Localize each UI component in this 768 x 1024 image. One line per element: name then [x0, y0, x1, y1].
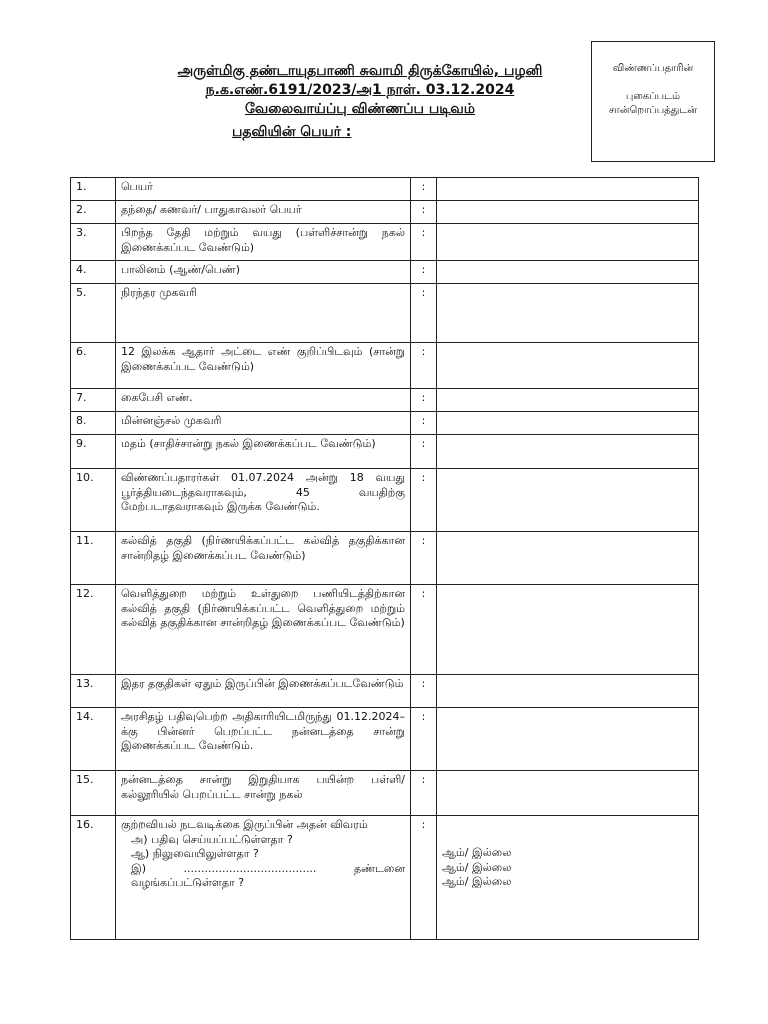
table-row — [71, 284, 699, 343]
row-colon: : — [411, 816, 437, 940]
criminal-q-pending: ஆ) நிலுவையிலுள்ளதா ? — [131, 847, 259, 860]
table-row — [71, 178, 699, 201]
criminal-record-label: குற்றவியல் நடவடிக்கை இருப்பின் அதன் விவரம் — [121, 818, 368, 831]
row-label: வெளித்துறை மற்றும் உள்துறை பணியிடத்திற்கான கல்வித் தகுதி (நிர்ணயிக்கப்பட்ட வெளித்துறை மற்றும் கல்வித் தகுதிக்கான சான்றிதழ் இணைக்கப்பட வேண்டும்) — [116, 585, 411, 675]
row-number: 2. — [71, 201, 116, 224]
row-label: பாலினம் (ஆண்/பெண்) — [116, 261, 411, 284]
row-number: 8. — [71, 412, 116, 435]
post-name-label: பதவியின் பெயர் : — [232, 124, 352, 140]
row-number: 11. — [71, 532, 116, 585]
table-row — [71, 389, 699, 412]
table-row — [71, 201, 699, 224]
table-row — [71, 771, 699, 816]
answer-yes-no[interactable]: ஆம்/ இல்லை — [442, 846, 512, 859]
table-row — [71, 675, 699, 708]
row-label: 12 இலக்க ஆதார் அட்டை எண் குறிப்பிடவும் (சான்று இணைக்கப்பட வேண்டும்) — [116, 343, 411, 389]
row-value-field[interactable] — [437, 343, 699, 389]
application-form-table — [70, 177, 699, 940]
row-value-field[interactable] — [437, 224, 699, 261]
row-value-field[interactable] — [437, 261, 699, 284]
row-colon: : — [411, 771, 437, 816]
row-number: 4. — [71, 261, 116, 284]
row-number: 1. — [71, 178, 116, 201]
row-label: நன்னடத்தை சான்று இறுதியாக பயின்ற பள்ளி/ கல்லூரியில் பெறப்பட்ட சான்று நகல் — [116, 771, 411, 816]
table-row — [71, 261, 699, 284]
row-colon: : — [411, 708, 437, 771]
row-label: பெயர் — [116, 178, 411, 201]
row-number: 6. — [71, 343, 116, 389]
row-label: விண்ணப்பதாரர்கள் 01.07.2024 அன்று 18 வயது பூர்த்தியடைந்தவராகவும், 45 வயதிற்கு மேற்படாதவராகவும் இருக்க வேண்டும். — [116, 469, 411, 532]
row-label: கல்வித் தகுதி (நிர்ணயிக்கப்பட்ட கல்வித் தகுதிக்கான சான்றிதழ் இணைக்கப்பட வேண்டும்) — [116, 532, 411, 585]
row-colon: : — [411, 389, 437, 412]
reference-number: ந.க.எண்.6191/2023/அ1 நாள். 03.12.2024 — [205, 82, 515, 98]
row-number: 10. — [71, 469, 116, 532]
answer-yes-no[interactable]: ஆம்/ இல்லை — [442, 875, 512, 888]
row-value-field[interactable] — [437, 435, 699, 469]
row-colon: : — [411, 435, 437, 469]
row-value-field[interactable] — [437, 389, 699, 412]
row-number: 13. — [71, 675, 116, 708]
row-value-field[interactable] — [437, 469, 699, 532]
table-row — [71, 816, 699, 940]
table-row — [71, 532, 699, 585]
row-number: 15. — [71, 771, 116, 816]
row-number: 3. — [71, 224, 116, 261]
criminal-answers — [437, 816, 699, 940]
row-label: பிறந்த தேதி மற்றும் வயது (பள்ளிச்சான்று நகல் இணைக்கப்பட வேண்டும்) — [116, 224, 411, 261]
row-label: மின்னஞ்சல் முகவரி — [116, 412, 411, 435]
document-header — [150, 62, 570, 119]
row-value-field[interactable] — [437, 532, 699, 585]
row-label: தந்தை/ கணவர்/ பாதுகாவலர் பெயர் — [116, 201, 411, 224]
row-value-field[interactable] — [437, 178, 699, 201]
table-row — [71, 343, 699, 389]
row-label: மதம் (சாதிச்சான்று நகல் இணைக்கப்பட வேண்டும்) — [116, 435, 411, 469]
row-colon: : — [411, 412, 437, 435]
row-label: கைபேசி எண். — [116, 389, 411, 412]
table-row — [71, 585, 699, 675]
row-colon: : — [411, 675, 437, 708]
row-value-field[interactable] — [437, 412, 699, 435]
row-colon: : — [411, 201, 437, 224]
criminal-q-sentenced: இ) ...................................... தண்டனை வழங்கப்பட்டுள்ளதா ? — [131, 861, 405, 889]
row-label: நிரந்தர முகவரி — [116, 284, 411, 343]
table-row — [71, 435, 699, 469]
table-row — [71, 708, 699, 771]
criminal-q-registered: அ) பதிவு செய்யப்பட்டுள்ளதா ? — [131, 832, 293, 846]
table-row — [71, 469, 699, 532]
row-colon: : — [411, 469, 437, 532]
row-colon: : — [411, 224, 437, 261]
row-number: 5. — [71, 284, 116, 343]
row-colon: : — [411, 284, 437, 343]
row-number: 7. — [71, 389, 116, 412]
form-title: வேலைவாய்ப்பு விண்ணப்ப படிவம் — [244, 101, 476, 117]
photo-box — [591, 41, 715, 162]
row-colon: : — [411, 343, 437, 389]
photo-box-line: விண்ணப்பதாரின் — [612, 63, 694, 74]
row-label: இதர தகுதிகள் ஏதும் இருப்பின் இணைக்கப்படவேண்டும் — [116, 675, 411, 708]
table-row — [71, 412, 699, 435]
row-value-field[interactable] — [437, 201, 699, 224]
row-value-field[interactable] — [437, 284, 699, 343]
row-number: 14. — [71, 708, 116, 771]
row-number: 16. — [71, 816, 116, 940]
row-label-criminal — [116, 816, 411, 940]
row-label: அரசிதழ் பதிவுபெற்ற அதிகாரியிடமிருந்து 01.12.2024–க்கு பின்னர் பெறப்பட்ட நன்னடத்தை சான்று இணைக்கப்பட வேண்டும். — [116, 708, 411, 771]
photo-box-line: புகைப்படம் — [625, 91, 681, 102]
row-colon: : — [411, 585, 437, 675]
row-value-field[interactable] — [437, 675, 699, 708]
answer-yes-no[interactable]: ஆம்/ இல்லை — [442, 860, 512, 874]
row-colon: : — [411, 178, 437, 201]
temple-name: அருள்மிகு தண்டாயுதபாணி சுவாமி திருக்கோயில், பழனி — [177, 63, 543, 79]
row-colon: : — [411, 261, 437, 284]
row-number: 9. — [71, 435, 116, 469]
row-value-field[interactable] — [437, 771, 699, 816]
row-value-field[interactable] — [437, 585, 699, 675]
table-row — [71, 224, 699, 261]
row-colon: : — [411, 532, 437, 585]
row-value-field[interactable] — [437, 708, 699, 771]
row-number: 12. — [71, 585, 116, 675]
answer-spacer — [442, 818, 693, 846]
photo-box-line: சான்றொப்பத்துடன் — [609, 105, 697, 116]
